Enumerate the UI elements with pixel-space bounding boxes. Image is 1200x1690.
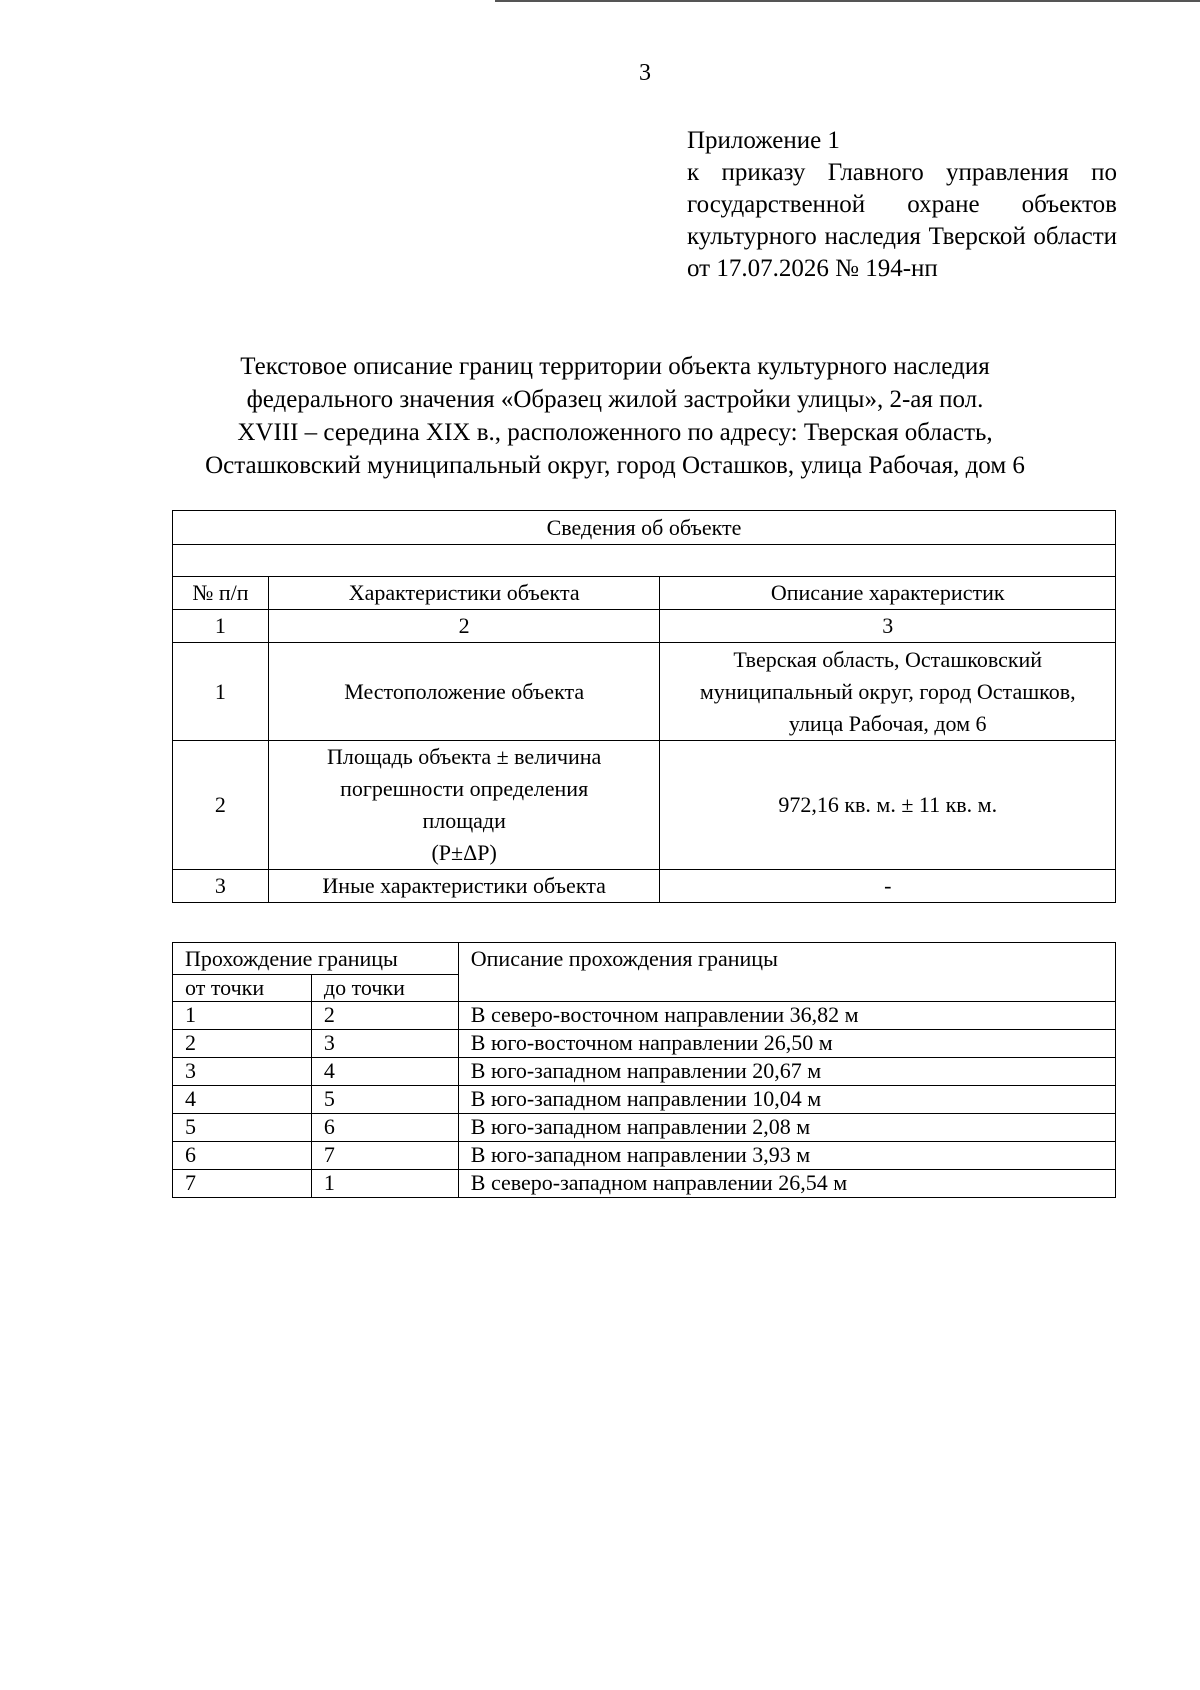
characteristic-line: погрешности определения	[340, 776, 589, 801]
segment-description: В юго-западном направлении 10,04 м	[458, 1086, 1115, 1114]
boundary-header-row	[173, 943, 1116, 975]
from-point: 2	[173, 1030, 312, 1058]
characteristic-line: (P±ΔP)	[431, 840, 497, 865]
from-point: 1	[173, 1002, 312, 1030]
heading-line: XVIII – середина XIX в., расположенного по адресу: Тверская область,	[237, 419, 993, 446]
to-point: 4	[311, 1058, 458, 1086]
heading-line: федерального значения «Образец жилой застройки улицы», 2-ая пол.	[246, 386, 984, 413]
page-number: 3	[639, 60, 651, 86]
table-row	[173, 870, 1116, 903]
to-point: 2	[311, 1002, 458, 1030]
table-row	[173, 741, 1116, 870]
segment-description: В юго-западном направлении 20,67 м	[458, 1058, 1115, 1086]
segment-description: В северо-восточном направлении 36,82 м	[458, 1002, 1115, 1030]
boundary-group-header: Прохождение границы	[173, 943, 459, 975]
row-number: 1	[173, 643, 269, 741]
row-number: 2	[173, 741, 269, 870]
characteristic-cell: Иные характеристики объекта	[268, 870, 660, 903]
table-row	[173, 643, 1116, 741]
table-row	[173, 1002, 1116, 1030]
description-cell: Тверская область, Осташковский муниципальный округ, город Осташков, улица Рабочая, дом 6	[660, 643, 1116, 741]
from-point-header: от точки	[173, 975, 312, 1002]
boundary-table	[172, 942, 1116, 1198]
segment-description: В юго-восточном направлении 26,50 м	[458, 1030, 1115, 1058]
to-point: 1	[311, 1170, 458, 1198]
segment-description: В юго-западном направлении 2,08 м	[458, 1114, 1115, 1142]
segment-description: В юго-западном направлении 3,93 м	[458, 1142, 1115, 1170]
column-header: Описание характеристик	[660, 577, 1116, 610]
to-point: 5	[311, 1086, 458, 1114]
to-point-header: до точки	[311, 975, 458, 1002]
table-title-row	[173, 511, 1116, 545]
column-header: № п/п	[173, 577, 269, 610]
column-number: 3	[660, 610, 1116, 643]
to-point: 3	[311, 1030, 458, 1058]
table-row	[173, 1086, 1116, 1114]
column-number-row	[173, 610, 1116, 643]
table-row	[173, 1114, 1116, 1142]
to-point: 6	[311, 1114, 458, 1142]
description-cell: -	[660, 870, 1116, 903]
appendix-reference: к приказу Главного управления по государственной охране объектов культурного наследия Тверской области от 17.07.2026 № 194-нп	[687, 159, 1117, 282]
empty-cell	[173, 545, 1116, 577]
from-point: 4	[173, 1086, 312, 1114]
appendix-title: Приложение 1	[687, 127, 840, 154]
scan-edge-line	[495, 0, 1200, 2]
row-number: 3	[173, 870, 269, 903]
from-point: 7	[173, 1170, 312, 1198]
segment-description: В северо-западном направлении 26,54 м	[458, 1170, 1115, 1198]
column-header: Характеристики объекта	[268, 577, 660, 610]
object-info-table	[172, 510, 1116, 903]
table-row	[173, 1030, 1116, 1058]
document-heading	[150, 350, 1080, 482]
heading-line: Текстовое описание границ территории объекта культурного наследия	[240, 353, 990, 380]
heading-line: Осташковский муниципальный округ, город Осташков, улица Рабочая, дом 6	[205, 452, 1025, 479]
characteristic-cell	[268, 741, 660, 870]
from-point: 6	[173, 1142, 312, 1170]
table-spacer-row	[173, 545, 1116, 577]
to-point: 7	[311, 1142, 458, 1170]
characteristic-line: Площадь объекта ± величина	[326, 744, 602, 769]
column-number: 2	[268, 610, 660, 643]
table-row	[173, 1170, 1116, 1198]
boundary-description-header: Описание прохождения границы	[458, 943, 1115, 1002]
table-row	[173, 1058, 1116, 1086]
from-point: 5	[173, 1114, 312, 1142]
characteristic-cell: Местоположение объекта	[268, 643, 660, 741]
table-title: Сведения об объекте	[173, 511, 1116, 545]
column-number: 1	[173, 610, 269, 643]
table-row	[173, 1142, 1116, 1170]
from-point: 3	[173, 1058, 312, 1086]
characteristic-line: площади	[422, 808, 506, 833]
table-header-row	[173, 577, 1116, 610]
appendix-block	[687, 125, 1117, 285]
description-cell: 972,16 кв. м. ± 11 кв. м.	[660, 741, 1116, 870]
